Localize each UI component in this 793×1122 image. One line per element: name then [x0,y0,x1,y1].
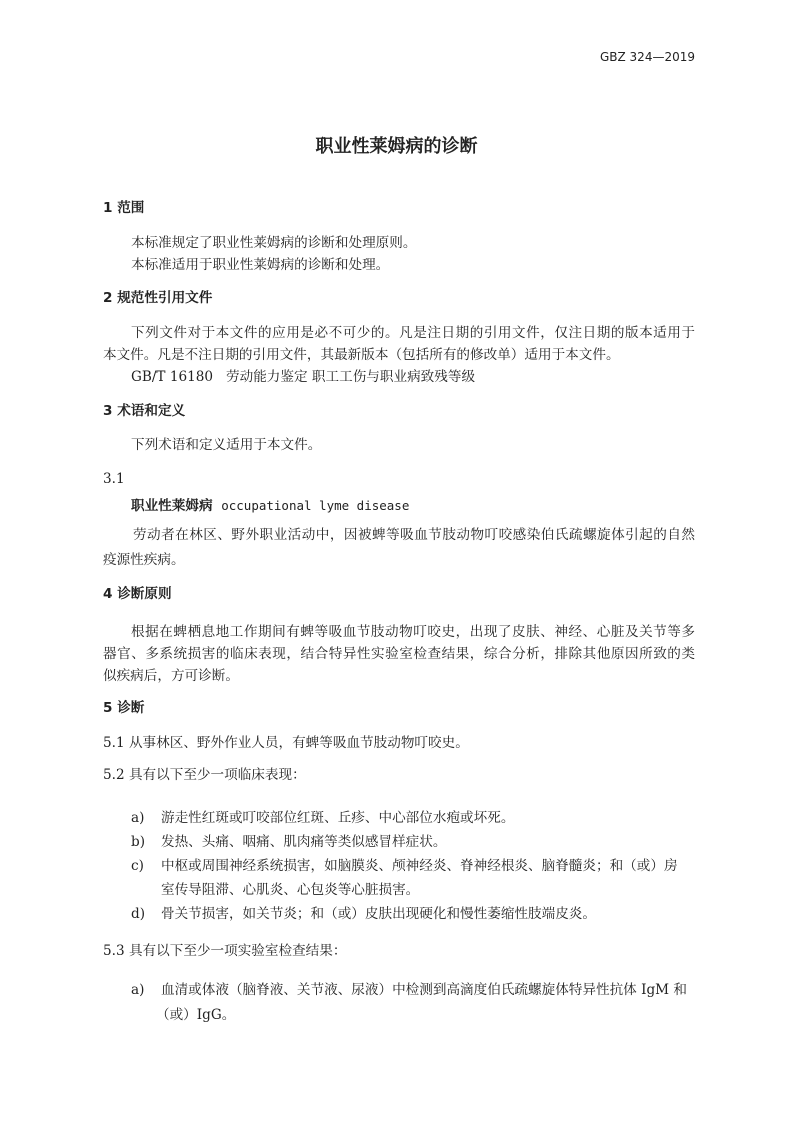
reference-code: GB/T 16180 [131,369,214,385]
list-label: b) [131,834,146,850]
list-item [131,833,446,851]
paragraph-line: 下列术语和定义适用于本文件。 [131,437,322,453]
normative-reference [131,368,475,386]
paragraph-line: 本文件。凡是不注日期的引用文件，其最新版本（包括所有的修改单）适用于本文件。 [103,347,620,363]
section-1-heading: 1 范围 [103,200,145,216]
clause-number: 3.1 [103,471,125,487]
term-entry [131,497,409,515]
definition-line: 疫源性疾病。 [103,552,185,568]
section-2-heading: 2 规范性引用文件 [103,290,213,306]
section-5-heading: 5 诊断 [103,700,145,716]
list-item [131,905,596,923]
section-3-heading: 3 术语和定义 [103,403,186,419]
list-label: c) [131,858,144,874]
paragraph-line: 器官、多系统损害的临床表现，结合特异性实验室检查结果，综合分析，排除其他原因所致的类 [103,646,695,662]
paragraph-line: 下列文件对于本文件的应用是必不可少的。凡是注日期的引用文件，仅注日期的版本适用于 [131,325,695,341]
list-text: 骨关节损害，如关节炎；和（或）皮肤出现硬化和慢性萎缩性肢端皮炎。 [161,906,596,922]
reference-title: 劳动能力鉴定 职工工伤与职业病致残等级 [226,369,476,385]
definition-line: 劳动者在林区、野外职业活动中，因被蜱等吸血节肢动物叮咬感染伯氏疏螺旋体引起的自然 [133,527,695,543]
list-text: 中枢或周围神经系统损害，如脑膜炎、颅神经炎、脊神经根炎、脑脊髓炎；和（或）房 [161,858,678,874]
page-title: 职业性莱姆病的诊断 [315,136,478,157]
list-item [131,857,695,875]
paragraph-line: 本标准规定了职业性莱姆病的诊断和处理原则。 [131,235,417,251]
clause-5-2: 5.2 具有以下至少一项临床表现： [103,767,306,783]
list-text: 发热、头痛、咽痛、肌肉痛等类似感冒样症状。 [161,834,447,850]
list-label: d) [131,906,146,922]
clause-5-3: 5.3 具有以下至少一项实验室检查结果： [103,943,347,959]
clause-5-1: 5.1 从事林区、野外作业人员，有蜱等吸血节肢动物叮咬史。 [103,735,469,751]
paragraph-line: 本标准适用于职业性莱姆病的诊断和处理。 [131,257,390,273]
term-english: occupational lyme disease [221,498,410,513]
list-text-continued: （或）IgG。 [156,1007,236,1023]
paragraph-line: 似疾病后，方可诊断。 [103,668,239,684]
list-item [131,809,514,827]
list-text-continued: 室传导阻滞、心肌炎、心包炎等心脏损害。 [161,882,420,898]
section-4-heading: 4 诊断原则 [103,586,172,602]
list-label: a) [131,982,145,998]
list-text: 游走性红斑或叮咬部位红斑、丘疹、中心部位水疱或坏死。 [161,810,515,826]
term-chinese: 职业性莱姆病 [131,498,213,514]
document-number: GBZ 324—2019 [599,50,695,64]
list-text: 血清或体液（脑脊液、关节液、尿液）中检测到高滴度伯氏疏螺旋体特异性抗体 IgM 和 [161,982,688,998]
list-item [131,981,687,999]
paragraph-line: 根据在蜱栖息地工作期间有蜱等吸血节肢动物叮咬史，出现了皮肤、神经、心脏及关节等多 [131,624,695,640]
list-label: a) [131,810,145,826]
